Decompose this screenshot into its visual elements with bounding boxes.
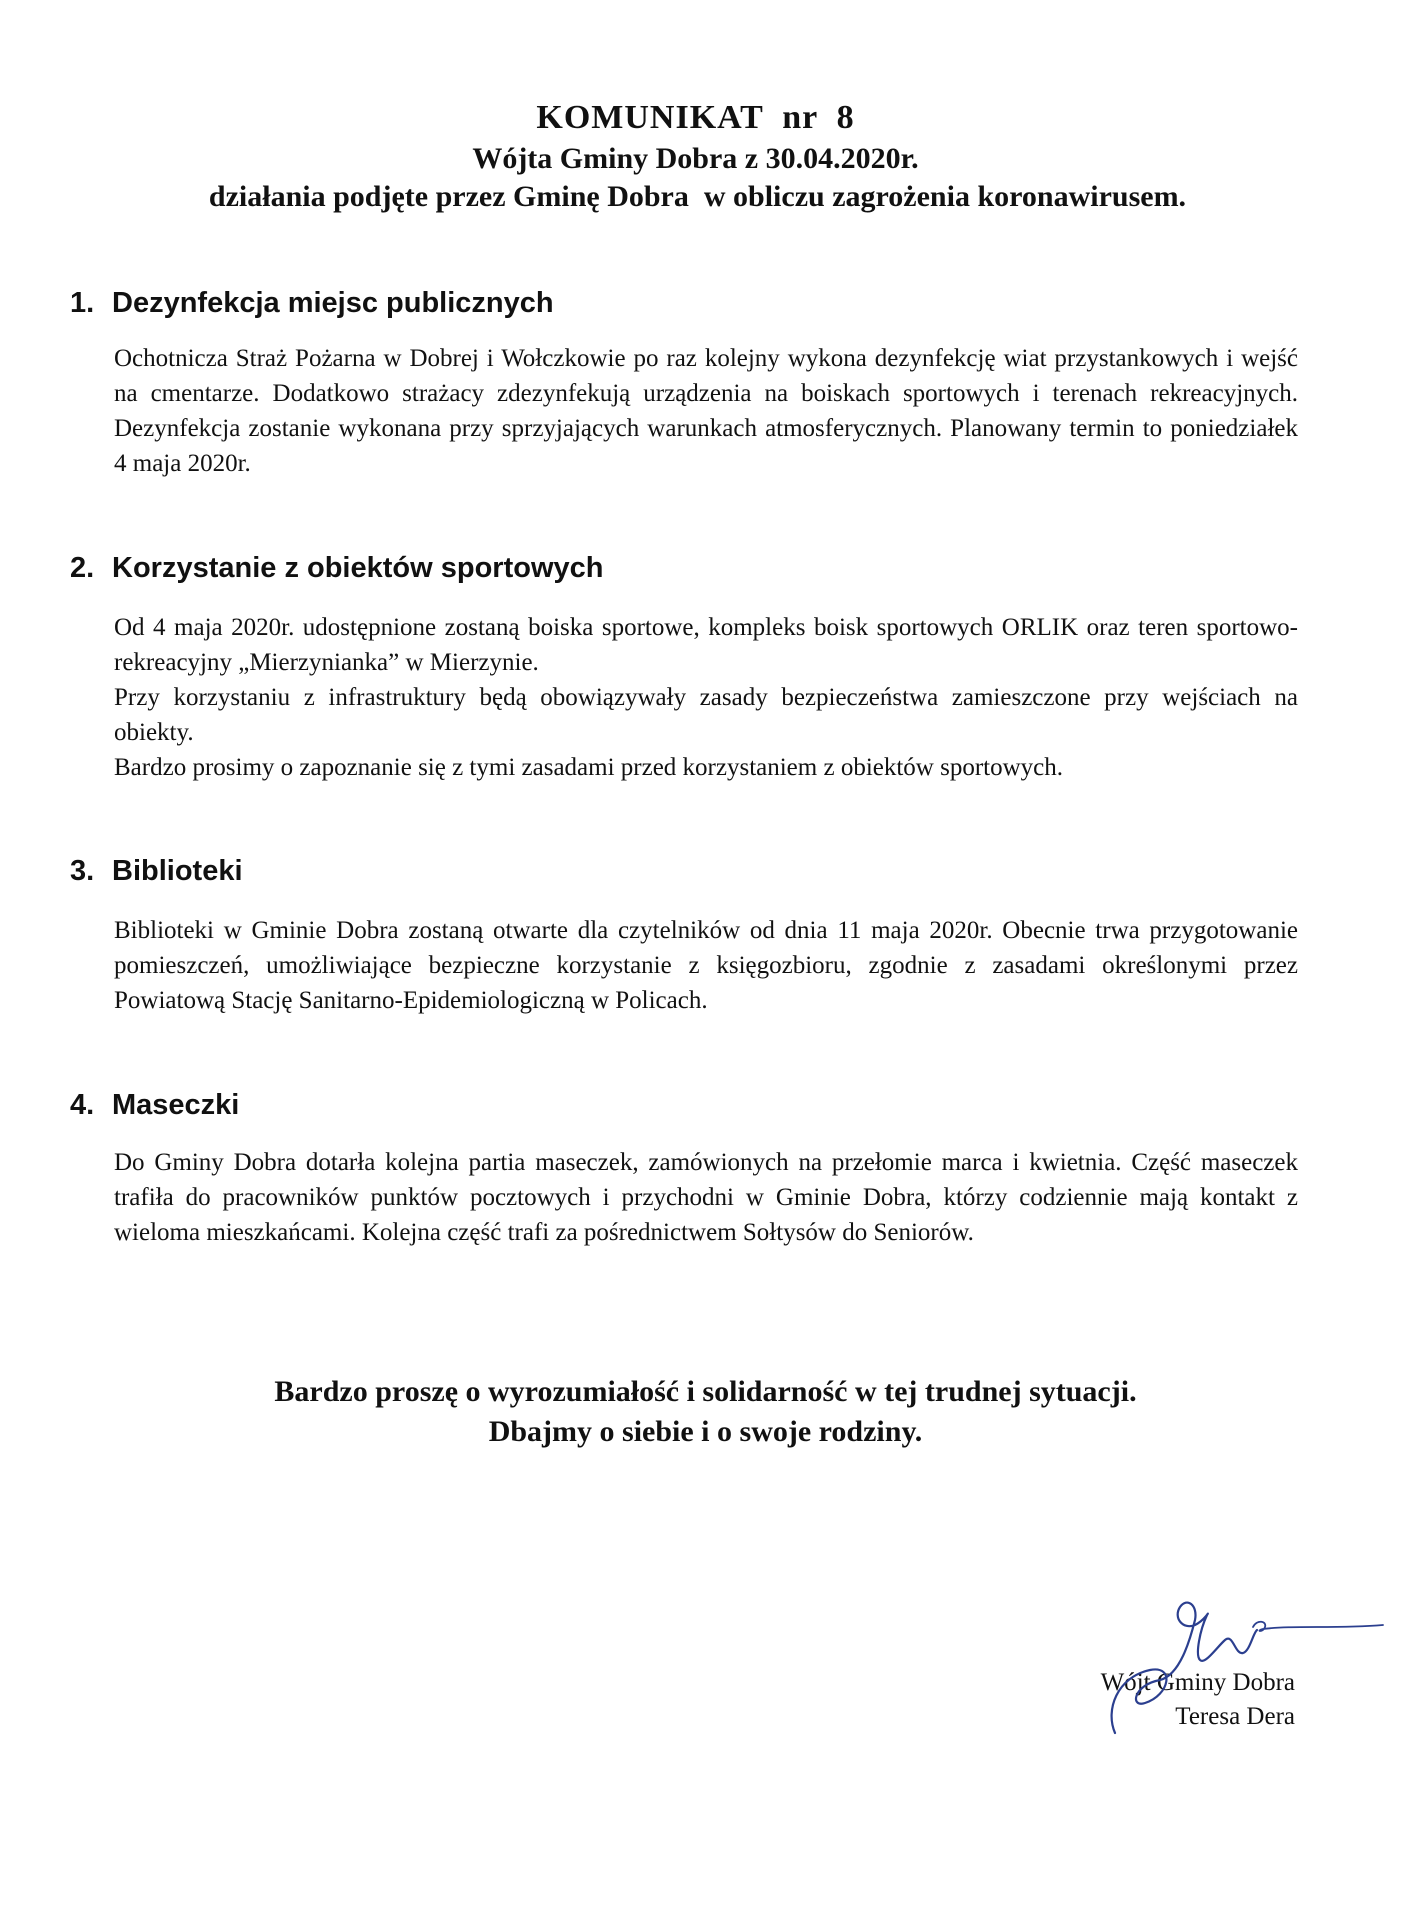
section-title: Biblioteki — [112, 855, 243, 887]
section-heading — [70, 285, 1300, 321]
section-sports-facilities — [70, 550, 1300, 785]
section-number: 1. — [70, 287, 95, 319]
section-body — [114, 610, 1298, 785]
section-number: 4. — [70, 1089, 95, 1121]
document-header — [0, 98, 1411, 216]
section-title: Maseczki — [112, 1089, 240, 1121]
section-paragraph: Od 4 maja 2020r. udostępnione zostaną boiska sportowe, kompleks boisk sportowych ORLIK oraz teren sportowo-rekreacyjny „Mierzynianka” w Mierzynie. — [114, 614, 1298, 676]
closing-line: Bardzo proszę o wyrozumiałość i solidarność w tej trudnej sytuacji. — [274, 1375, 1137, 1408]
section-body — [114, 341, 1311, 481]
section-paragraph: Przy korzystaniu z infrastruktury będą obowiązywały zasady bezpieczeństwa zamieszczone przy wejściach na obiekty. — [114, 684, 1298, 746]
section-heading — [70, 1087, 1300, 1123]
signature-role: Wójt Gminy Dobra — [1100, 1669, 1295, 1696]
closing-appeal — [0, 1372, 1411, 1452]
section-title: Korzystanie z obiektów sportowych — [112, 552, 604, 584]
document-subtitle: Wójta Gminy Dobra z 30.04.2020r. — [472, 142, 919, 175]
document-title: KOMUNIKAT nr 8 — [536, 99, 855, 136]
section-paragraph: Bardzo prosimy o zapoznanie się z tymi zasadami przed korzystaniem z obiektów sportowych. — [114, 754, 1064, 781]
section-number: 2. — [70, 552, 95, 584]
section-paragraph: Biblioteki w Gminie Dobra zostaną otwarte dla czytelników od dnia 11 maja 2020r. Obecnie trwa przygotowanie pomieszczeń, umożliwiające bezpieczne korzystanie z księgozbioru, zgodnie z zasadami określonymi przez Powiatową Stację Sanitarno-Epidemiologiczną w Policach. — [114, 917, 1298, 1014]
handwritten-signature — [1095, 1585, 1385, 1740]
section-paragraph: Ochotnicza Straż Pożarna w Dobrej i Wołczkowie po raz kolejny wykona dezynfekcję wiat przystankowych i wejść na cmentarze. Dodatkowo strażacy zdezynfekują urządzenia na boiskach sportowych i terenach rekreacyjnych. Dezynfekcja zostanie wykonana przy sprzyjających warunkach atmosferycznych. Planowany termin to poniedziałek 4 maja 2020r. — [114, 345, 1311, 477]
section-disinfection — [70, 285, 1311, 481]
section-body — [114, 1145, 1298, 1250]
signature-stroke — [1112, 1603, 1257, 1733]
document-subtitle-topic: działania podjęte przez Gminę Dobra w obliczu zagrożenia koronawirusem. — [208, 180, 1187, 213]
closing-line: Dbajmy o siebie i o swoje rodziny. — [488, 1415, 923, 1448]
signature-flourish — [1253, 1622, 1383, 1631]
section-title: Dezynfekcja miejsc publicznych — [112, 287, 554, 319]
section-masks — [70, 1087, 1300, 1250]
signature-name: Teresa Dera — [1175, 1703, 1295, 1730]
section-heading — [70, 550, 1300, 586]
section-libraries — [70, 853, 1300, 1018]
section-number: 3. — [70, 855, 95, 887]
section-paragraph: Do Gminy Dobra dotarła kolejna partia maseczek, zamówionych na przełomie marca i kwietnia. Część maseczek trafiła do pracowników punktów pocztowych i przychodni w Gminie Dobra, którzy codziennie mają kontakt z wieloma mieszkańcami. Kolejna część trafi za pośrednictwem Sołtysów do Seniorów. — [114, 1149, 1298, 1246]
section-body — [114, 913, 1298, 1018]
section-heading — [70, 853, 1300, 889]
